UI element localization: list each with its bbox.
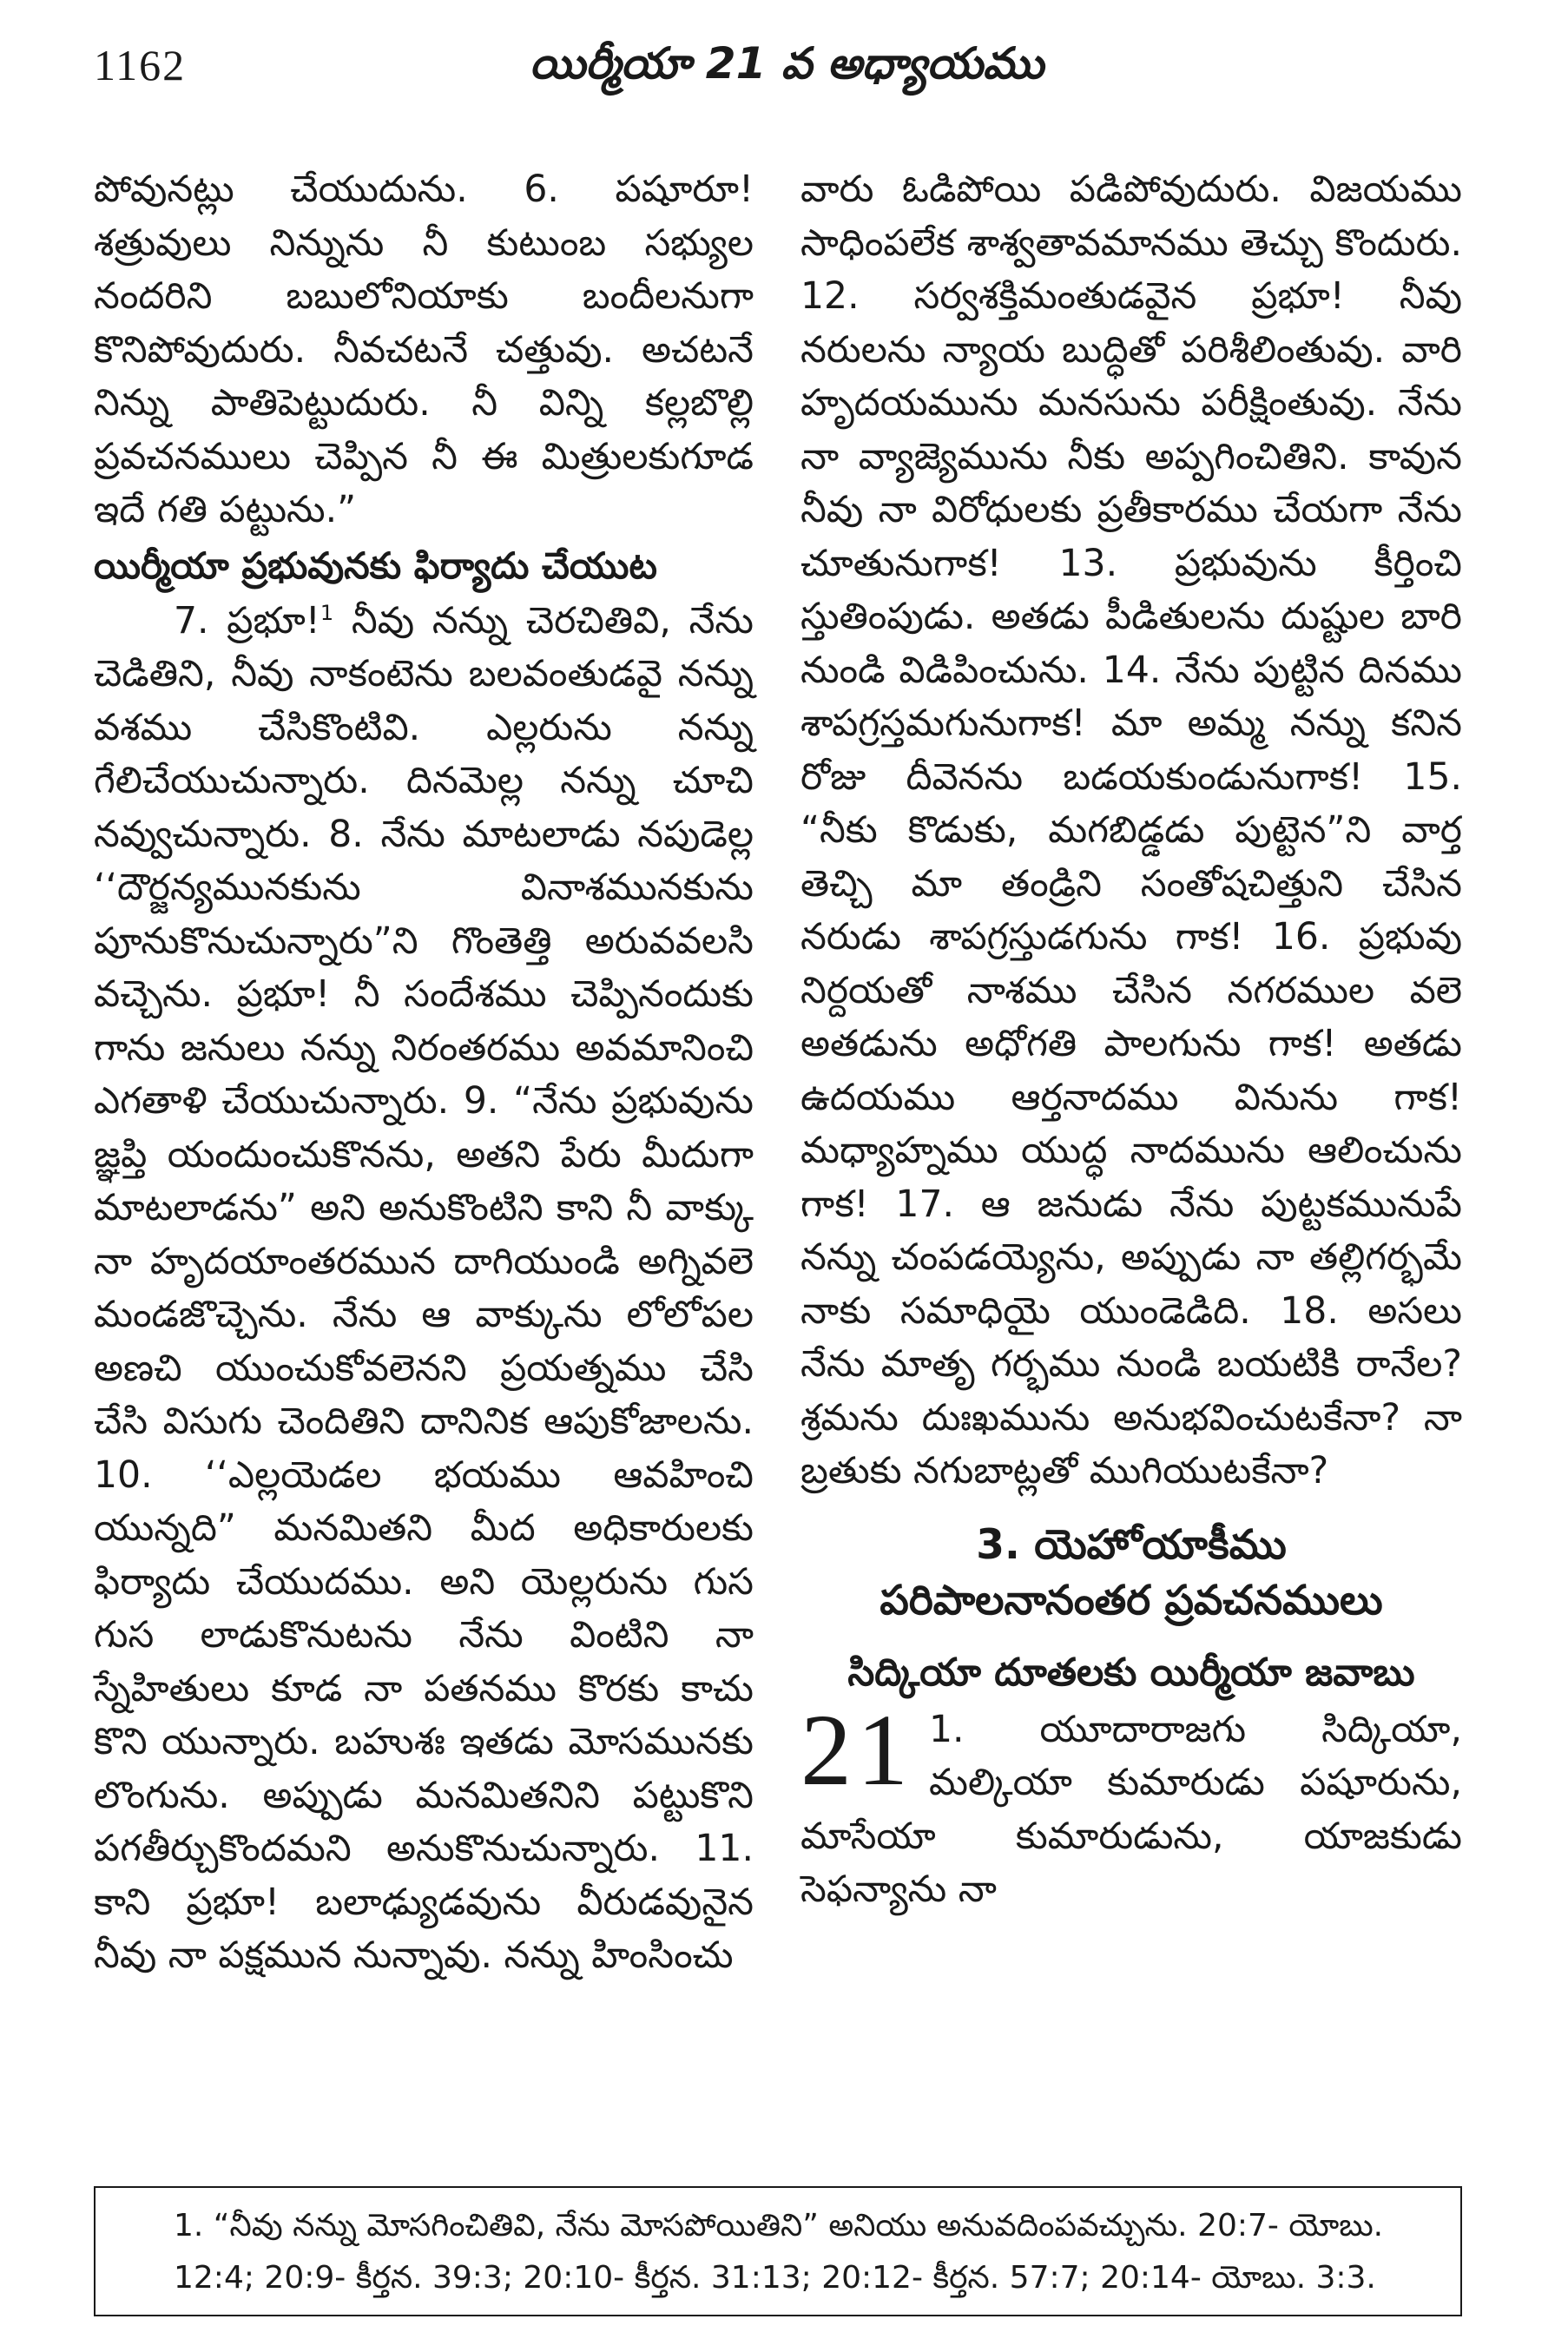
footnote-box: [94, 2186, 1462, 2316]
major-heading-line-2: పరిపాలనానంతర ప్రవచనములు: [880, 1576, 1383, 1624]
major-heading-line-1: 3. యెహోయాకీము: [976, 1520, 1287, 1569]
section-heading-complaint: యిర్మీయా ప్రభువునకు ఫిర్యాదు చేయుట: [94, 544, 657, 587]
footnote-marker[interactable]: 1: [320, 600, 334, 625]
paragraph-verses-11-18: వారు ఓడిపోయి పడిపోవుదురు. విజయము సాధింపలేక శాశ్వతావమానము తెచ్చు కొందురు. 12. సర్వశక్తిమంతుడవైన ప్రభూ! నీవు నరులను న్యాయ బుద్ధితో పరిశీలింతువు. వారి హృదయమును మనసును పరీక్షింతువు. నేను నా వ్యాజ్యెమును నీకు అప్పగించితిని. కావున నీవు నా విరోధులకు ప్రతీకారము చేయగా నేను చూతునుగాక! 13. ప్రభువును కీర్తించి స్తుతింపుడు. అతడు పీడితులను దుష్టుల బారి నుండి విడిపించును. 14. నేను పుట్టిన దినము శాపగ్రస్తమగునుగాక! మా అమ్మ నన్ను కనిన రోజు దీవెనను బడయకుండునుగాక! 15. “నీకు కొడుకు, మగబిడ్డడు పుట్టెన”ని వార్త తెచ్చి మా తండ్రిని సంతోషచిత్తుని చేసిన నరుడు శాపగ్రస్తుడగును గాక! 16. ప్రభువు నిర్దయతో నాశము చేసిన నగరముల వలె అతడును అధోగతి పాలగును గాక! అతడు ఉదయము ఆర్తనాదము వినును గాక! మధ్యాహ్నము యుద్ధ నాదమును ఆలించును గాక! 17. ఆ జనుడు నేను పుట్టకమునుపే నన్ను చంపడయ్యెను, అప్పుడు నా తల్లిగర్భమే నాకు సమాధియై యుండెడిది. 18. అసలు నేను మాతృ గర్భము నుండి బయటికి రానేల? శ్రమను దుఃఖమును అనుభవించుటకేనా? నా బ్రతుకు నగుబాట్లతో ముగియుటకేనా?: [800, 168, 1462, 1492]
verses-7-11-text: నీవు నన్ను చెరచితివి, నేను చెడితిని, నీవు నాకంటెను బలవంతుడవై నన్ను వశము చేసికొంటివి. ఎల్లరును నన్ను గేలిచేయుచున్నారు. దినమెల్ల నన్ను చూచి నవ్వుచున్నారు. 8. నేను మాటలాడు నపుడెల్ల ‘‘దౌర్జన్యమునకును వినాశమునకును పూనుకొనుచున్నారు”ని గొంతెత్తి అరువవలసి వచ్చెను. ప్రభూ! నీ సందేశము చెప్పినందుకు గాను జనులు నన్ను నిరంతరము అవమానించి ఎగతాళి చేయుచున్నారు. 9. “నేను ప్రభువును జ్ఞప్తి యందుంచుకొనను, అతని పేరు మీదుగా మాటలాడను” అని అనుకొంటిని కాని నీ వాక్కు నా హృదయాంతరమున దాగియుండి అగ్నివలె మండజొచ్చెను. నేను ఆ వాక్కును లోలోపల అణచి యుంచుకోవలెనని ప్రయత్నము చేసి చేసి విసుగు చెందితిని దానినిక ఆపుకోజాలను. 10. ‘‘ఎల్లయెడల భయము ఆవహించి యున్నది” మనమితని మీద అధికారులకు ఫిర్యాదు చేయుదము. అని యెల్లరును గుస గుస లాడుకొనుటను నేను వింటిని నా స్నేహితులు కూడ నా పతనము కొరకు కాచు కొని యున్నారు. బహుశః ఇతడు మోసమునకు లొంగును. అప్పుడు మనమితనిని పట్టుకొని పగతీర్చుకొందమని అనుకొనుచున్నారు. 11. కాని ప్రభూ! బలాఢ్యుడవును వీరుడవునైన నీవు నా పక్షమున నున్నావు. నన్ను హింసించు: [94, 599, 754, 1977]
sub-heading-zedekiah: సిద్కియా దూతలకు యిర్మీయా జవాబు: [847, 1650, 1415, 1695]
footnote-line-2: 12:4; 20:9- కీర్తన. 39:3; 20:10- కీర్తన. 31:13; 20:12- కీర్తన. 57:7; 20:14- యోబు. 3:3.: [174, 2260, 1376, 2296]
chapter-21-verse-1: 1. యూదారాజగు సిద్కియా, మల్కియా కుమారుడు పషూరును, మాసేయా కుమారుడును, యాజకుడు సెఫన్యాను నా: [800, 1708, 1462, 1911]
chapter-number: 21: [800, 1692, 913, 1807]
running-title: యిర్మీయా 21 వ అధ్యాయము: [530, 38, 1044, 89]
right-column: [800, 163, 1462, 1917]
paragraph-verse-6: పోవునట్లు చేయుదును. 6. పషూరూ! శత్రువులు నిన్నును నీ కుటుంబ సభ్యుల నందరిని బబులోనియాకు బందీలనుగా కొనిపోవుదురు. నీవచటనే చత్తువు. అచటనే నిన్ను పాతిపెట్టుదురు. నీ విన్ని కల్లబొల్లి ప్రవచనములు చెప్పిన నీ ఈ మిత్రులకుగూడ ఇదే గతి పట్టును.”: [94, 168, 754, 531]
chapter-21-start: [800, 1692, 1462, 1917]
verse-7-start: 7. ప్రభూ!: [174, 599, 320, 642]
left-column: [94, 163, 754, 1983]
paragraph-verses-7-11: [94, 595, 754, 1983]
footnote-line-1: 1. “నీవు నన్ను మోసగించితివి, నేను మోసపోయితిని” అనియు అనువదింపవచ్చును. 20:7- యోబు.: [174, 2208, 1384, 2243]
page-number: 1162: [94, 41, 187, 89]
